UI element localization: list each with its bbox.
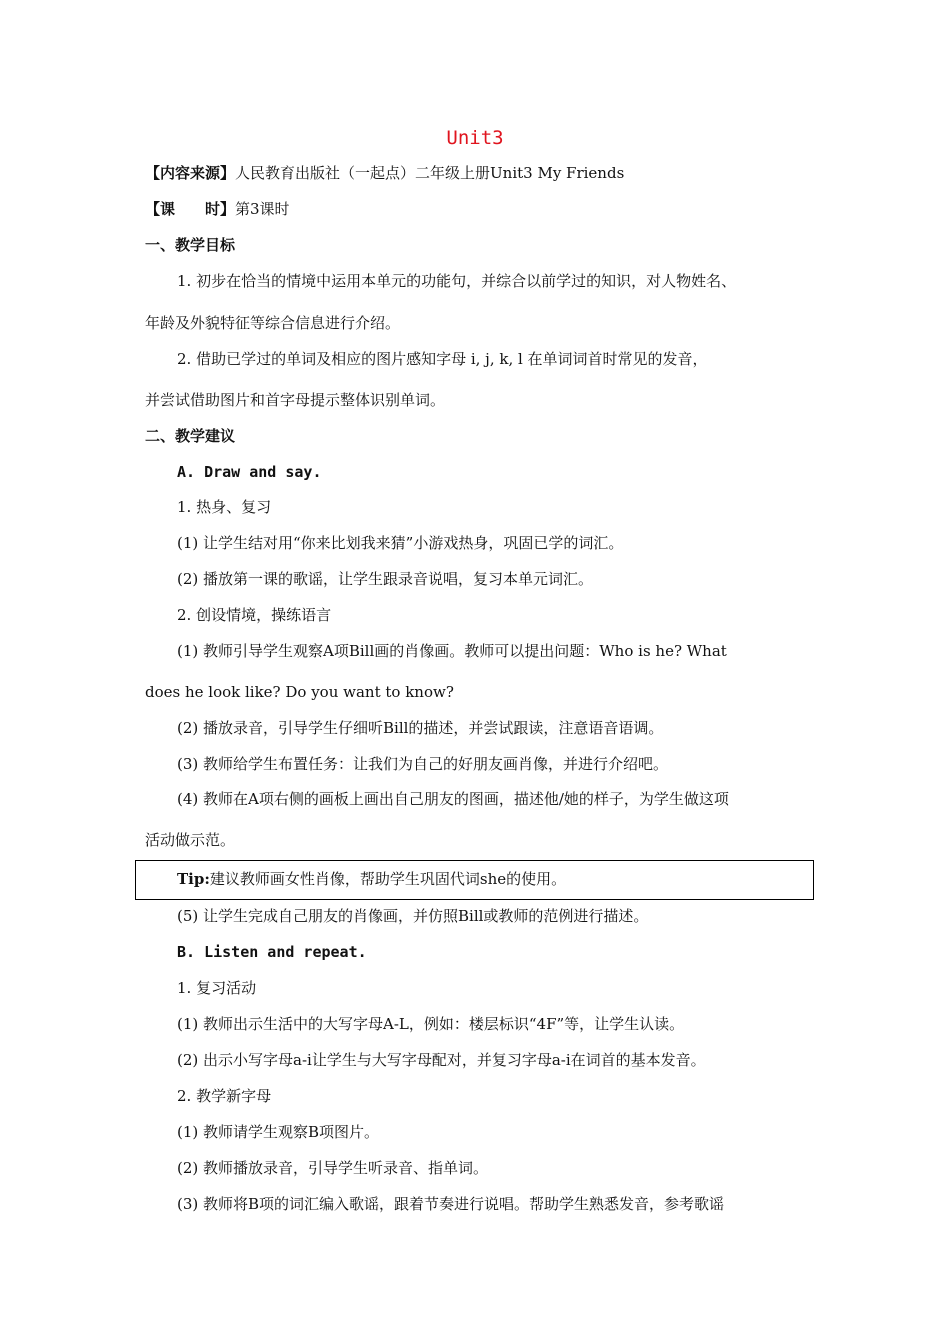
part-a-line: 1. 热身、复习	[177, 498, 272, 516]
objective-line: 并尝试借助图片和首字母提示整体识别单词。	[145, 391, 446, 409]
tip-text-line	[177, 869, 566, 889]
part-b-line: 1. 复习活动	[177, 979, 257, 997]
tip-text: 建议教师画女性肖像，帮助学生巩固代词she的使用。	[209, 870, 567, 888]
section-heading-suggestions: 二、教学建议	[145, 427, 236, 445]
part-b-heading: B. Listen and repeat.	[177, 943, 367, 961]
tip-label: Tip:	[177, 870, 210, 888]
part-a-line: (3) 教师给学生布置任务：让我们为自己的好朋友画肖像，并进行介绍吧。	[177, 755, 669, 773]
objective-line: 2. 借助已学过的单词及相应的图片感知字母 i, j, k, l 在单词词首时常见的发音，	[177, 350, 708, 368]
part-b-line: (1) 教师请学生观察B项图片。	[177, 1123, 380, 1141]
part-a-heading: A. Draw and say.	[177, 463, 322, 481]
tip-box	[135, 860, 814, 900]
section-heading-objectives: 一、教学目标	[145, 236, 236, 254]
source-value: 人民教育出版社（一起点）二年级上册Unit3 My Friends	[235, 164, 625, 182]
period-label: 【课 时】	[145, 200, 236, 218]
part-a-line: does he look like? Do you want to know?	[145, 683, 454, 701]
part-a-line: 活动做示范。	[145, 831, 236, 849]
part-b-line: (2) 出示小写字母a-i让学生与大写字母配对，并复习字母a-i在词首的基本发音。	[177, 1051, 706, 1069]
part-b-line: (2) 教师播放录音，引导学生听录音、指单词。	[177, 1159, 489, 1177]
part-a-after-tip: (5) 让学生完成自己朋友的肖像画，并仿照Bill或教师的范例进行描述。	[177, 907, 649, 925]
part-a-line: (1) 教师引导学生观察A项Bill画的肖像画。教师可以提出问题：Who is he? What	[177, 642, 727, 660]
source-label: 【内容来源】	[145, 164, 236, 182]
part-a-line: (4) 教师在A项右侧的画板上画出自己朋友的图画，描述他/她的样子，为学生做这项	[177, 790, 729, 808]
part-b-line: (3) 教师将B项的词汇编入歌谣，跟着节奏进行说唱。帮助学生熟悉发音，参考歌谣	[177, 1195, 725, 1213]
part-a-line: 2. 创设情境，操练语言	[177, 606, 332, 624]
part-a-line: (2) 播放录音，引导学生仔细听Bill的描述，并尝试跟读，注意语音语调。	[177, 719, 664, 737]
period-line	[145, 199, 290, 219]
part-b-line: (1) 教师出示生活中的大写字母A-L，例如：楼层标识“4F”等，让学生认读。	[177, 1015, 685, 1033]
document-title: Unit3	[446, 127, 504, 149]
source-line	[145, 163, 624, 183]
objective-line: 年龄及外貌特征等综合信息进行介绍。	[145, 314, 401, 332]
part-b-line: 2. 教学新字母	[177, 1087, 272, 1105]
part-a-line: (1) 让学生结对用“你来比划我来猜”小游戏热身，巩固已学的词汇。	[177, 534, 624, 552]
period-value: 第3课时	[235, 200, 290, 218]
objective-line: 1. 初步在恰当的情境中运用本单元的功能句，并综合以前学过的知识，对人物姓名、	[177, 272, 737, 290]
part-a-line: (2) 播放第一课的歌谣，让学生跟录音说唱，复习本单元词汇。	[177, 570, 594, 588]
